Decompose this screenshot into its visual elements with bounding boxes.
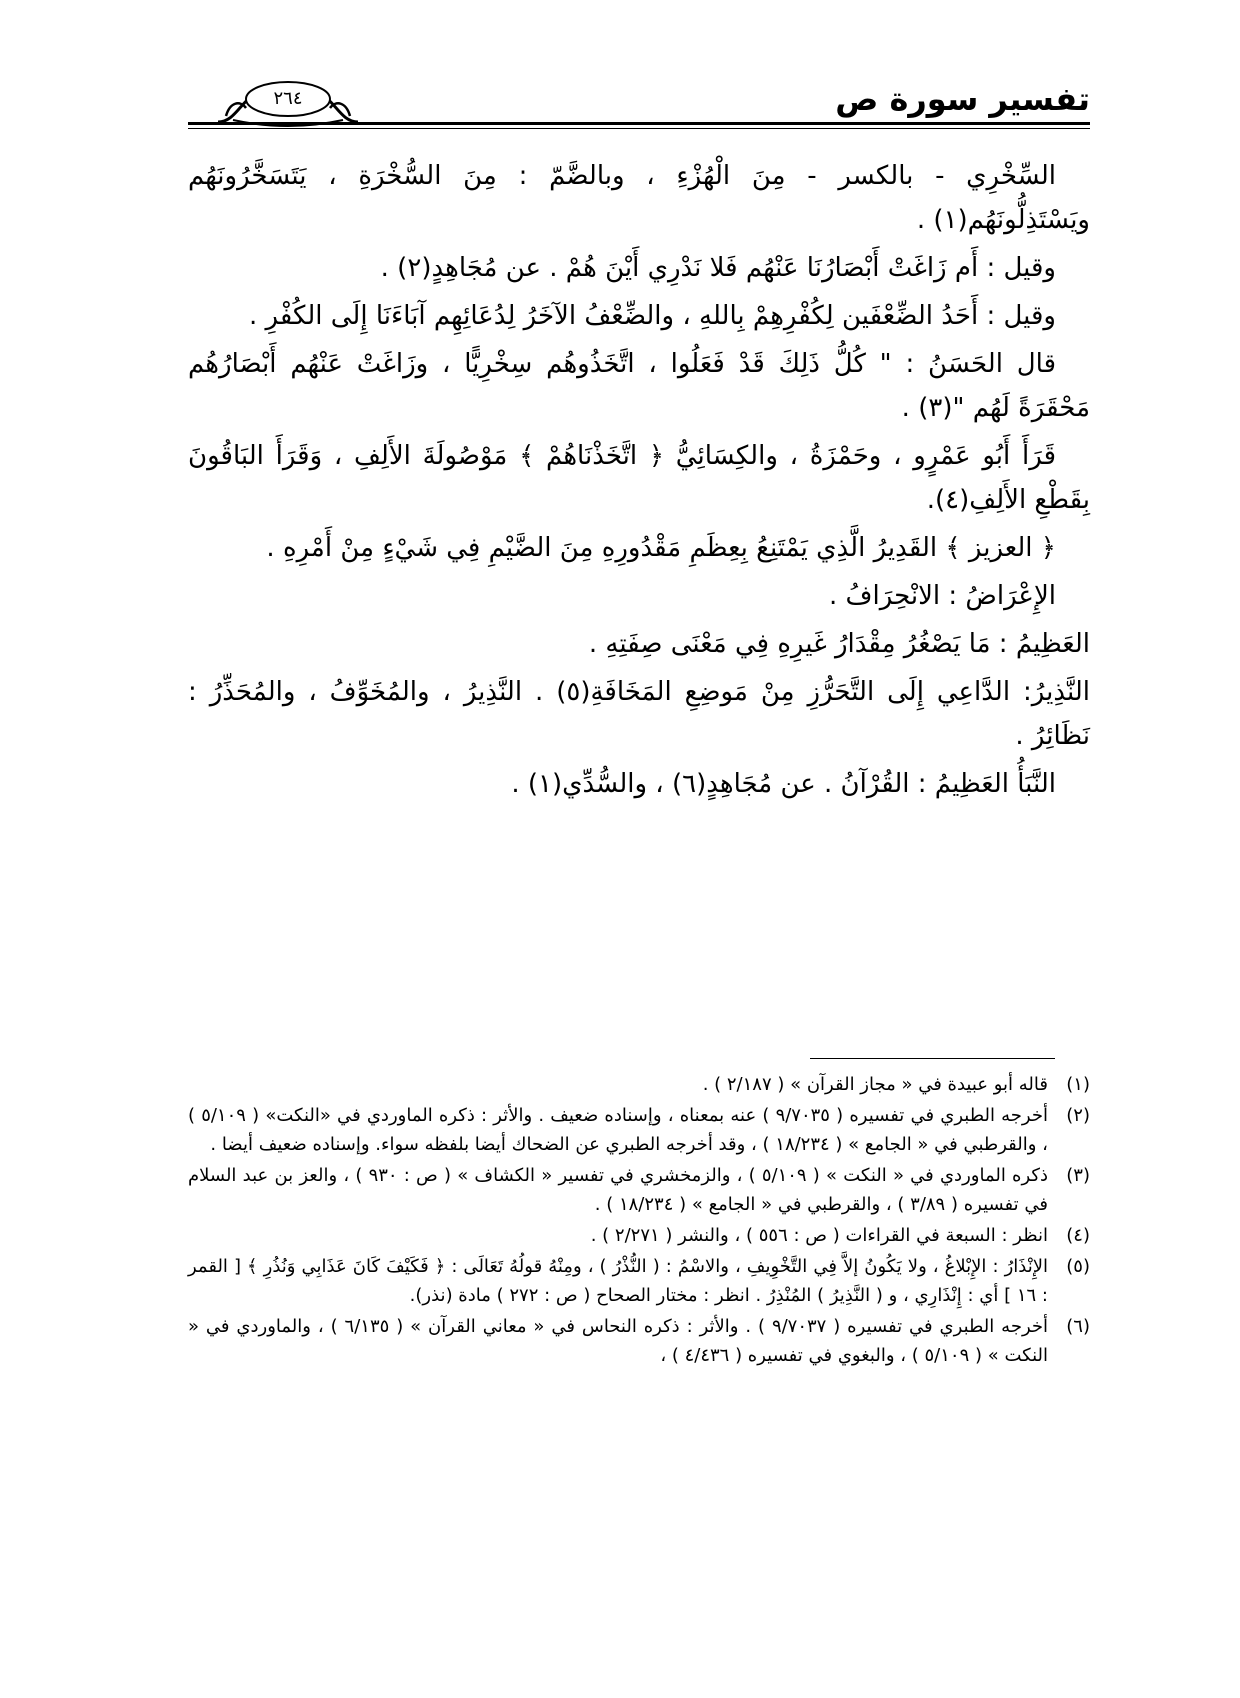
footnote — [188, 1070, 1090, 1099]
footnote-separator — [810, 1058, 1055, 1059]
footnote-number: (١) — [1066, 1074, 1090, 1095]
page-number: ٢٦٤ — [273, 88, 303, 109]
page-header — [188, 72, 1090, 132]
header-rule-thin — [188, 128, 1090, 129]
footnote — [188, 1312, 1090, 1370]
header-rule — [188, 122, 1090, 125]
footnote — [188, 1221, 1090, 1250]
paragraph: وقيل : أَم زَاغَتْ أَبْصَارُنَا عَنْهُم فَلا نَدْرِي أَيْنَ هُمْ . عن مُجَاهِدٍ(٢) . — [380, 253, 1056, 283]
footnotes — [188, 1070, 1090, 1372]
footnote-text: ذكره الماوردي في « النكت » ( ٥/١٠٩ ) ، والزمخشري في تفسير « الكشاف » ( ص : ٩٣٠ ) ، والعز بن عبد السلام في تفسيره ( ٣/٨٩ ) ، والقرطبي في « الجامع » ( ١٨/٢٣٤ ) . — [188, 1165, 1048, 1215]
footnote — [188, 1252, 1090, 1310]
footnote-text: الإِنْذَارُ : الإِبْلاغُ ، ولا يَكُونُ إلاَّ فِي التَّخْوِيفِ ، والاسْمُ : ( النُّذْرُ ) ، ومِنْهُ قولُهُ تَعَالَى : ﴿ فَكَيْفَ كَانَ عَذَابِي وَنُذُرِ ﴾ [ القمر : ١٦ ] أي : إِنْذَارِي ، و ( النَّذِيرُ ) المُنْذِرُ . انظر : مختار الصحاح ( ص : ٢٧٢ ) مادة (نذر). — [188, 1256, 1048, 1306]
paragraph: الإِعْرَاضُ : الانْحِرَافُ . — [829, 581, 1056, 611]
footnote — [188, 1101, 1090, 1159]
paragraph: العَظِيمُ : مَا يَصْغُرُ مِقْدَارُ غَيرِهِ فِي مَعْنَى صِفَتِهِ . — [588, 629, 1090, 659]
paragraph: قَرَأَ أَبُو عَمْرٍو ، وحَمْزَةُ ، والكِسَائِيُّ ﴿ اتَّخَذْنَاهُمْ ﴾ مَوْصُولَةَ الأَلِفِ ، وَقَرَأَ البَاقُونَ بِقَطْعِ الأَلِفِ(٤). — [188, 441, 1090, 515]
footnote-text: أخرجه الطبري في تفسيره ( ٩/٧٠٣٧ ) . والأثر : ذكره النحاس في « معاني القرآن » ( ٦/١٣٥ ) ، والماوردي في « النكت » ( ٥/١٠٩ ) ، والبغوي في تفسيره ( ٤/٤٣٦ ) ، — [188, 1316, 1049, 1366]
paragraph: النَّبَأُ العَظِيمُ : القُرْآنُ . عن مُجَاهِدٍ(٦) ، والسُّدِّي(١) . — [511, 769, 1056, 799]
main-text — [188, 154, 1090, 810]
paragraph: قال الحَسَنُ : " كُلُّ ذَلِكَ قَدْ فَعَلُوا ، اتَّخَذُوهُم سِخْرِيًّا ، وزَاغَتْ عَنْهُم أَبْصَارُهُم مَحْقَرَةً لَهُم "(٣) . — [188, 349, 1090, 423]
footnote-number: (٢) — [1066, 1105, 1090, 1126]
paragraph: السِّخْرِي - بالكسر - مِنَ الْهُزْءِ ، وبالضَّمّ : مِنَ السُّخْرَةِ ، يَتَسَخَّرُونَهُم ويَسْتَذِلُّونَهُم(١) . — [188, 161, 1090, 235]
footnote-number: (٣) — [1066, 1165, 1090, 1186]
paragraph: وقيل : أَحَدُ الضِّعْفَين لِكُفْرِهِمْ بِاللهِ ، والضِّعْفُ الآخَرُ لِدُعَائِهِم آبَاءَنَا إِلَى الكُفْرِ . — [248, 301, 1056, 331]
paragraph: النَّذِيرُ: الدَّاعِي إِلَى التَّحَرُّزِ مِنْ مَوضِعِ المَخَافَةِ(٥) . النَّذِيرُ ، والمُخَوِّفُ ، والمُحَذِّرُ : نَظَائِرُ . — [188, 677, 1090, 751]
footnote-number: (٦) — [1066, 1316, 1090, 1337]
footnote — [188, 1161, 1090, 1219]
footnote-number: (٥) — [1066, 1256, 1090, 1277]
footnote-number: (٤) — [1066, 1225, 1090, 1246]
paragraph: ﴿ العزيز ﴾ القَدِيرُ الَّذِي يَمْتَنِعُ بِعِظَمِ مَقْدُورِهِ مِنَ الضَّيْمِ فِي شَيْءٍ مِنْ أَمْرِهِ . — [266, 533, 1056, 563]
running-title: تفسير سورة ص — [835, 80, 1090, 118]
footnote-text: قاله أبو عبيدة في « مجاز القرآن » ( ٢/١٨٧ ) . — [702, 1074, 1048, 1095]
footnote-text: انظر : السبعة في القراءات ( ص : ٥٥٦ ) ، والنشر ( ٢/٢٧١ ) . — [590, 1225, 1048, 1246]
footnote-text: أخرجه الطبري في تفسيره ( ٩/٧٠٣٥ ) عنه بمعناه ، وإسناده ضعيف . والأثر : ذكره الماوردي في «النكت» ( ٥/١٠٩ ) ، والقرطبي في « الجامع » ( ١٨/٢٣٤ ) ، وقد أخرجه الطبري عن الضحاك أيضا بلفظه سواء. وإسناده ضعيف أيضا . — [188, 1105, 1048, 1155]
